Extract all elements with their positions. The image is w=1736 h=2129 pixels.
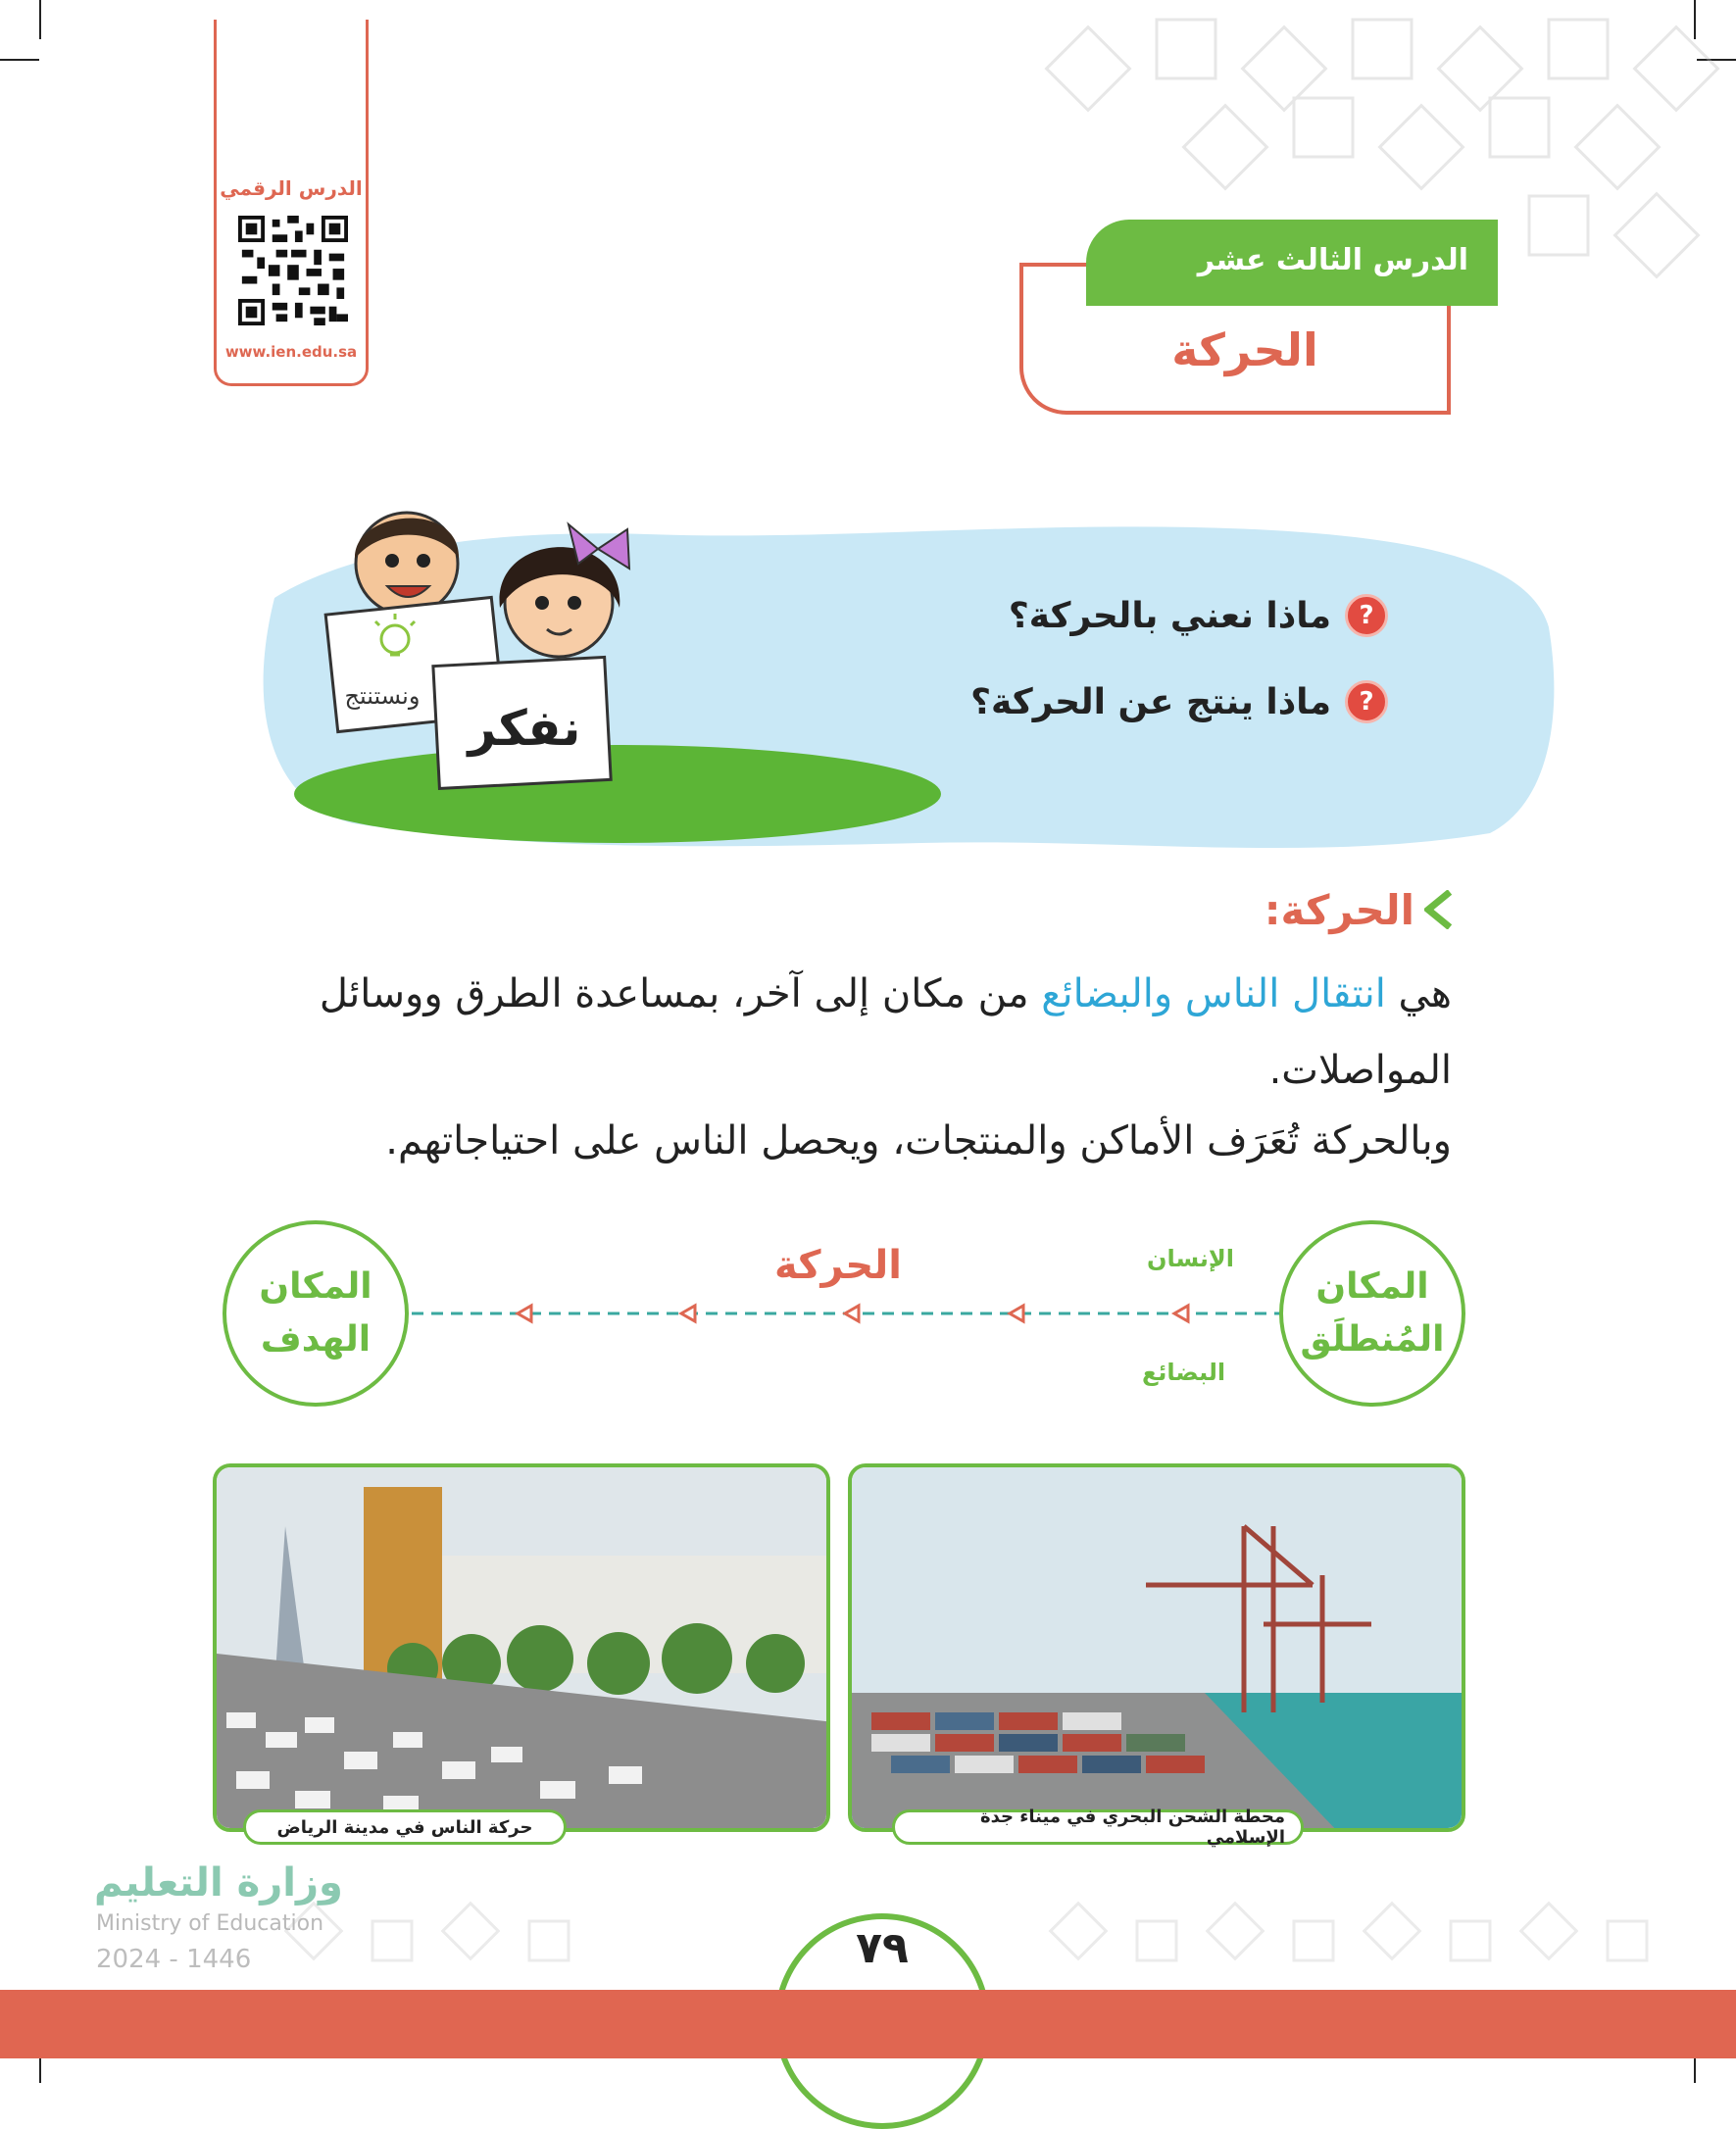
sign-think: نفكر: [468, 700, 581, 757]
riyadh-traffic-photo: [213, 1463, 830, 1832]
question-item: [1009, 588, 1388, 643]
second-paragraph: وبالحركة تُعَرَف الأماكن والمنتجات، ويحصل الناس على احتياجاتهم.: [385, 1118, 1452, 1164]
goods-label: البضائع: [1142, 1359, 1226, 1386]
movement-label: الحركة: [774, 1243, 902, 1288]
arrow-left-icon: [681, 1306, 695, 1321]
section-heading: [1265, 880, 1452, 939]
arrow-left-icon: [1010, 1306, 1023, 1321]
flow-line: [392, 1294, 1284, 1333]
edition-year: 2024 - 1446: [96, 1945, 252, 1974]
target-place-line2: الهدف: [260, 1319, 372, 1360]
human-label: الإنسان: [1147, 1245, 1235, 1272]
port-photo-caption: محطة الشحن البحري في ميناء جدة الإسلامي: [892, 1809, 1304, 1845]
question-item: [970, 674, 1388, 729]
arrow-left-icon: [518, 1306, 531, 1321]
riyadh-photo-caption: حركة الناس في مدينة الرياض: [243, 1809, 567, 1845]
arrow-left-icon: [845, 1306, 859, 1321]
definition-paragraph: [187, 956, 1452, 1109]
question-mark-icon: ?: [1345, 594, 1388, 637]
start-place-line2: المُنطلَق: [1300, 1319, 1445, 1360]
page-number: ٧٩: [856, 1923, 909, 1973]
chevron-left-icon: [1424, 890, 1452, 929]
lesson-number: الدرس الثالث عشر: [1197, 243, 1468, 277]
website-link[interactable]: www.ien.edu.sa: [224, 343, 358, 361]
lesson-title: الحركة: [1171, 323, 1318, 376]
question-text: ماذا ينتج عن الحركة؟: [970, 681, 1331, 722]
arrow-left-icon: [1174, 1306, 1188, 1321]
definition-highlight: انتقال الناس والبضائع: [1041, 971, 1386, 1016]
section-heading-text: الحركة:: [1264, 885, 1414, 934]
start-place-line1: المكان: [1315, 1266, 1429, 1307]
qr-code-icon[interactable]: [238, 216, 348, 325]
target-place-circle: [223, 1220, 409, 1407]
port-photo: [848, 1463, 1465, 1832]
digital-lesson-title: الدرس الرقمي: [220, 176, 363, 200]
sign-conclude: ونستنتج: [344, 682, 421, 710]
definition-start: هي: [1385, 971, 1452, 1016]
question-mark-icon: ?: [1345, 680, 1388, 723]
crop-mark: [0, 59, 39, 61]
ministry-english-text: Ministry of Education: [96, 1911, 324, 1936]
target-place-line1: المكان: [259, 1266, 372, 1307]
digital-lesson-panel: [214, 20, 369, 386]
start-place-circle: [1279, 1220, 1465, 1407]
question-text: ماذا نعني بالحركة؟: [1008, 595, 1331, 636]
definition-end: من مكان إلى آخر، بمساعدة الطرق ووسائل المواصلات.: [319, 971, 1452, 1093]
grass: [294, 745, 941, 843]
crop-mark: [39, 0, 41, 39]
footer-band: [0, 1990, 1736, 2058]
ministry-logo-text: وزارة التعليم: [94, 1860, 343, 1906]
